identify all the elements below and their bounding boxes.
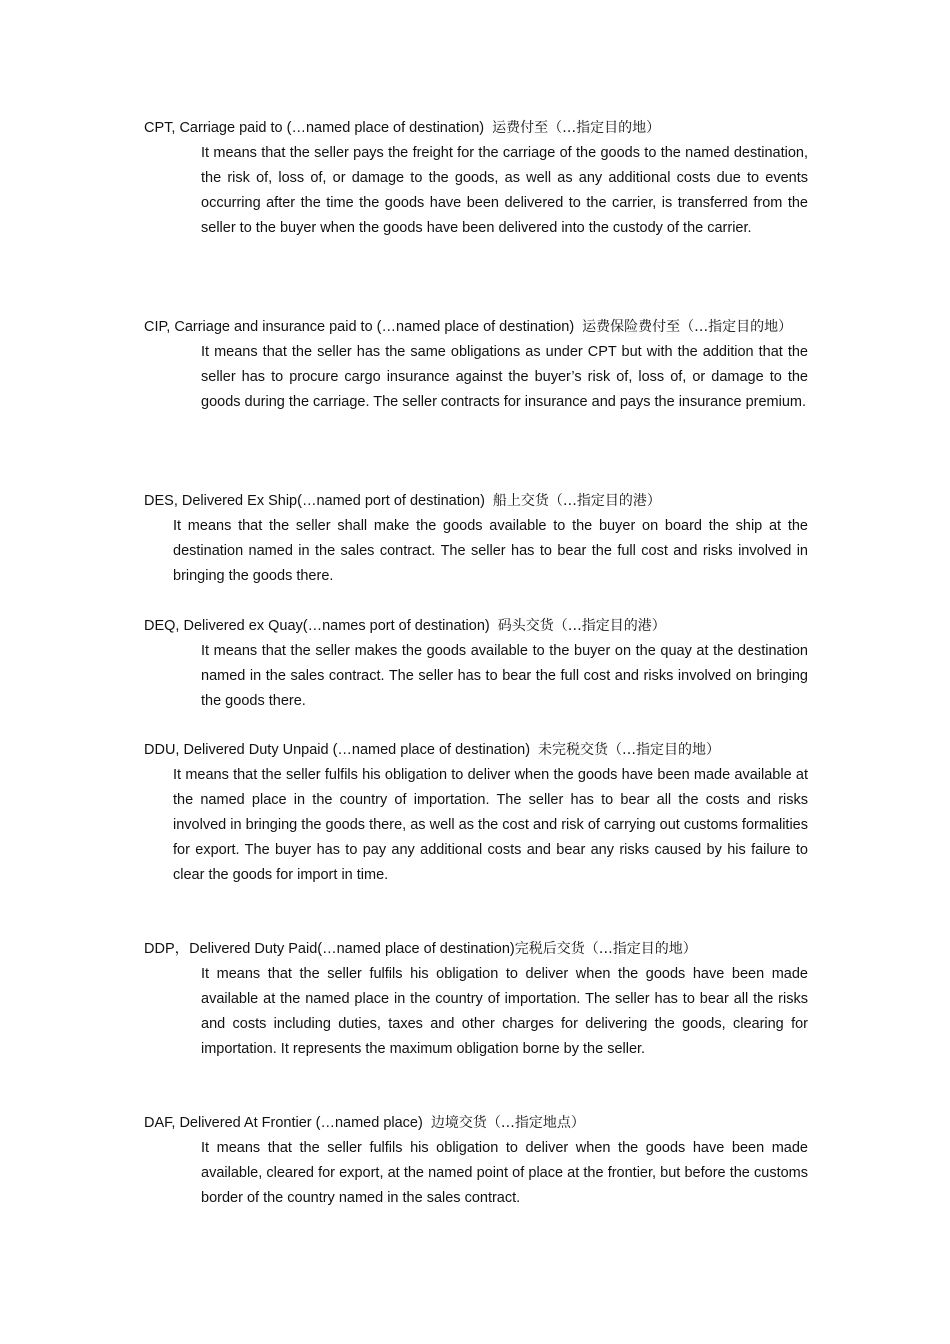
term-heading	[144, 937, 808, 962]
term-chinese-title: 运费保险费付至（…指定目的地）	[582, 319, 793, 335]
term-daf	[144, 1111, 808, 1211]
term-des	[144, 489, 808, 589]
term-heading	[144, 489, 808, 514]
term-title: DDP，Delivered Duty Paid(…named place of destination)	[144, 941, 515, 957]
term-cpt	[144, 116, 808, 241]
term-title: CIP, Carriage and insurance paid to (…named place of destination)	[144, 319, 575, 335]
term-definition: It means that the seller has the same obligations as under CPT but with the addition that the seller has to procure cargo insurance against the buyer’s risk of, loss of, or damage to the goods during the carriage. The seller contracts for insurance and pays the insurance premium.	[201, 344, 808, 410]
term-definition: It means that the seller makes the goods available to the buyer on the quay at the destination named in the sales contract. The seller has to bear the full cost and risks involved on bringing the goods there.	[201, 643, 808, 709]
term-definition: It means that the seller fulfils his obligation to deliver when the goods have been made available at the named place in the country of importation. The seller has to bear all the costs and risks involved in bringing the goods there, as well as the cost and risk of carrying out customs formalities for export. The buyer has to pay any additional costs and bear any risks caused by his failure to clear the goods for import in time.	[173, 767, 808, 883]
term-definition: It means that the seller pays the freight for the carriage of the goods to the named destination, the risk of, loss of, or damage to the goods, as well as any additional costs due to events occurring after the time the goods have been delivered to the carrier, is transferred from the seller to the buyer when the goods have been delivered into the custody of the carrier.	[201, 145, 808, 236]
term-title: CPT, Carriage paid to (…named place of destination)	[144, 120, 485, 136]
term-chinese-title: 边境交货（…指定地点）	[430, 1115, 585, 1131]
term-heading	[144, 116, 808, 141]
term-chinese-title: 未完税交货（…指定目的地）	[538, 742, 721, 758]
term-title: DEQ, Delivered ex Quay(…names port of destination)	[144, 618, 490, 634]
term-cip	[144, 315, 808, 415]
term-title: DAF, Delivered At Frontier (…named place)	[144, 1115, 423, 1131]
term-definition: It means that the seller shall make the goods available to the buyer on board the ship at the destination named in the sales contract. The seller has to bear the full cost and risks involved in bringing the goods there.	[173, 518, 808, 584]
term-ddu	[144, 738, 808, 888]
term-ddp	[144, 937, 808, 1062]
term-chinese-title: 运费付至（…指定目的地）	[492, 120, 661, 136]
term-title: DES, Delivered Ex Ship(…named port of destination)	[144, 493, 485, 509]
term-chinese-title: 码头交货（…指定目的港）	[497, 618, 666, 634]
term-heading	[144, 315, 808, 340]
term-chinese-title: 完税后交货（…指定目的地）	[514, 941, 697, 957]
term-title: DDU, Delivered Duty Unpaid (…named place of destination)	[144, 742, 531, 758]
term-definition: It means that the seller fulfils his obligation to deliver when the goods have been made available at the named place in the country of importation. The seller has to bear all the risks and costs including duties, taxes and other charges for delivering the goods, clearing for importation. It represents the maximum obligation borne by the seller.	[201, 966, 808, 1057]
term-heading	[144, 738, 808, 763]
term-heading	[144, 614, 808, 639]
term-heading	[144, 1111, 808, 1136]
term-definition: It means that the seller fulfils his obligation to deliver when the goods have been made available, cleared for export, at the named point of place at the frontier, but before the customs border of the country named in the sales contract.	[201, 1140, 808, 1206]
term-chinese-title: 船上交货（…指定目的港）	[492, 493, 661, 509]
term-deq	[144, 614, 808, 714]
